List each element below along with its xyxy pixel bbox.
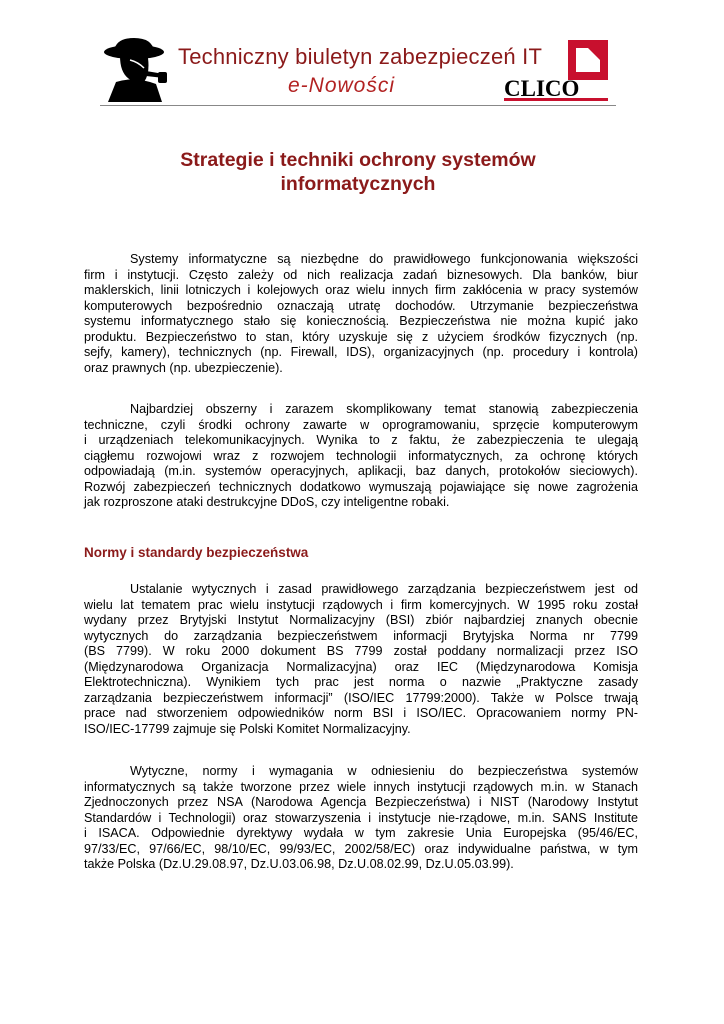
paragraph-line: i ISACA. Odpowiednie dyrektywy wydała w tym zakresie Unia Europejska (95/46/EC, <box>84 826 638 840</box>
paragraph-line: Najbardziej obszerny i zarazem skomplikowany temat stanowią zabezpieczenia <box>130 402 638 416</box>
paragraph-line: systemu informatycznego stało się koniecznością. Bezpieczeństwa nie można kupić jako <box>84 314 638 328</box>
paragraph-line: komputerowych bezpośrednio oznaczają utratę dochodów. Utrzymanie bezpieczeństwa <box>84 298 638 313</box>
paragraph-line: ciągłemu rozwojowi wraz z rozwojem technologii informatycznych, za ochronę których <box>84 448 638 463</box>
detective-logo-icon <box>100 38 170 102</box>
document-title <box>100 148 616 196</box>
paragraph-line: ISO/IEC-17799 zajmuje się Polski Komitet Normalizacyjny. <box>84 721 411 736</box>
paragraph-line: wielu lat tematem prac wielu instytucji rządowych i firm komercyjnych. W 1995 roku został <box>84 597 638 612</box>
paragraph-line: Systemy informatyczne są niezbędne do prawidłowego funkcjonowania większości <box>130 252 638 266</box>
document-title-line: Strategie i techniki ochrony systemów <box>180 149 536 171</box>
clico-wordmark: CLICO <box>504 76 580 101</box>
paragraph-line: także Polska (Dz.U.29.08.97, Dz.U.03.06.98, Dz.U.08.02.99, Dz.U.05.03.99). <box>84 857 514 871</box>
paragraph-line: maklerskich, linii lotniczych i kolejowych oraz wielu innych firm zakłócenia w pracy systemów <box>84 283 638 297</box>
paragraph-line: prace nad stworzeniem odpowiedników norm BSI i ISO/IEC. Opracowaniem normy PN- <box>84 706 638 720</box>
guidelines-paragraph <box>84 764 638 873</box>
paragraph-line: Ustalanie wytycznych i zasad prawidłowego zarządzania bezpieczeństwem jest od <box>130 582 638 596</box>
paragraph-line: zarządzania bezpieczeństwem informacji” (ISO/IEC 17799:2000). Także w Polsce trwają <box>84 690 638 705</box>
header-divider <box>100 105 616 106</box>
bulletin-subtitle: e-Nowości <box>288 74 396 97</box>
technical-security-paragraph <box>84 402 638 511</box>
paragraph-line: (BS 7799). W roku 2000 dokument BS 7799 został poddany normalizacji przez ISO <box>84 644 638 658</box>
paragraph-line: produktu. Bezpieczeństwo to stan, który uzyskuje się z użyciem środków fizycznych (np. <box>84 329 638 344</box>
paragraph-line: 97/33/EC, 97/66/EC, 98/10/EC, 99/93/EC, 2002/58/EC) oraz indywidualne państwa, w tym <box>84 841 638 856</box>
paragraph-line: (Międzynarodowa Organizacja Normalizacyjna) oraz IEC (Międzynarodowa Komisja <box>84 659 638 674</box>
paragraph-line: firm i instytucji. Często zależy od nich realizacja zadań biznesowych. Dla banków, biur <box>84 267 638 282</box>
bulletin-title: Techniczny biuletyn zabezpieczeń IT <box>178 44 543 69</box>
clico-logo <box>502 38 616 102</box>
section-heading: Normy i standardy bezpieczeństwa <box>84 545 309 560</box>
paragraph-line: wydany przez Brytyjski Instytut Normalizacyjny (BSI) zbiór najbardziej znanych obecnie <box>84 613 638 627</box>
paragraph-line: sejfy, kamery), technicznych (np. Firewall, IDS), organizacyjnych (np. procedury i kontrola) <box>84 345 638 359</box>
document-title-line: informatycznych <box>280 173 436 195</box>
paragraph-line: Zjednoczonych przez NSA (Narodowa Agencja Bezpieczeństwa) i NIST (Narodowy Instytut <box>84 795 638 809</box>
standards-paragraph <box>84 582 638 737</box>
paragraph-line: odpowiadają (m.in. systemów operacyjnych, aplikacji, baz danych, protokołów sieciowych). <box>84 464 638 478</box>
paragraph-line: Rozwój zabezpieczeń technicznych dodatkowo wymuszają pojawiające się nowe zagrożenia <box>84 479 638 494</box>
paragraph-line: techniczne, czyli środki ochrony zawarte w oprogramowaniu, sprzęcie komputerowym <box>84 417 638 432</box>
paragraph-line: Wytyczne, normy i wymagania w odniesieniu do bezpieczeństwa systemów <box>130 764 638 778</box>
paragraph-line: informatycznych są także tworzone przez wiele innych instytucji rządowych m.in. w Stanach <box>84 779 638 794</box>
paragraph-line: jak rozproszone ataki destrukcyjne DDoS, czy inteligentne robaki. <box>84 495 450 509</box>
paragraph-line: i urządzeniach telekomunikacyjnych. Wynika to z faktu, że zabezpieczenia te ulegają <box>84 433 638 447</box>
paragraph-line: wytycznych do zarządzania bezpieczeństwem informacji Brytyjska Norma nr 7799 <box>84 628 638 643</box>
paragraph-line: oraz prawnych (np. ubezpieczenie). <box>84 360 283 375</box>
page-header <box>100 38 616 104</box>
paragraph-line: Elektrotechniczna). Wynikiem tych prac jest norma o nazwie „Praktyczne zasady <box>84 675 638 689</box>
paragraph-line: Standardów i Technologii) oraz stowarzyszenia i instytucje nie-rządowe, m.in. SANS Institute <box>84 810 638 825</box>
intro-paragraph <box>84 252 638 376</box>
